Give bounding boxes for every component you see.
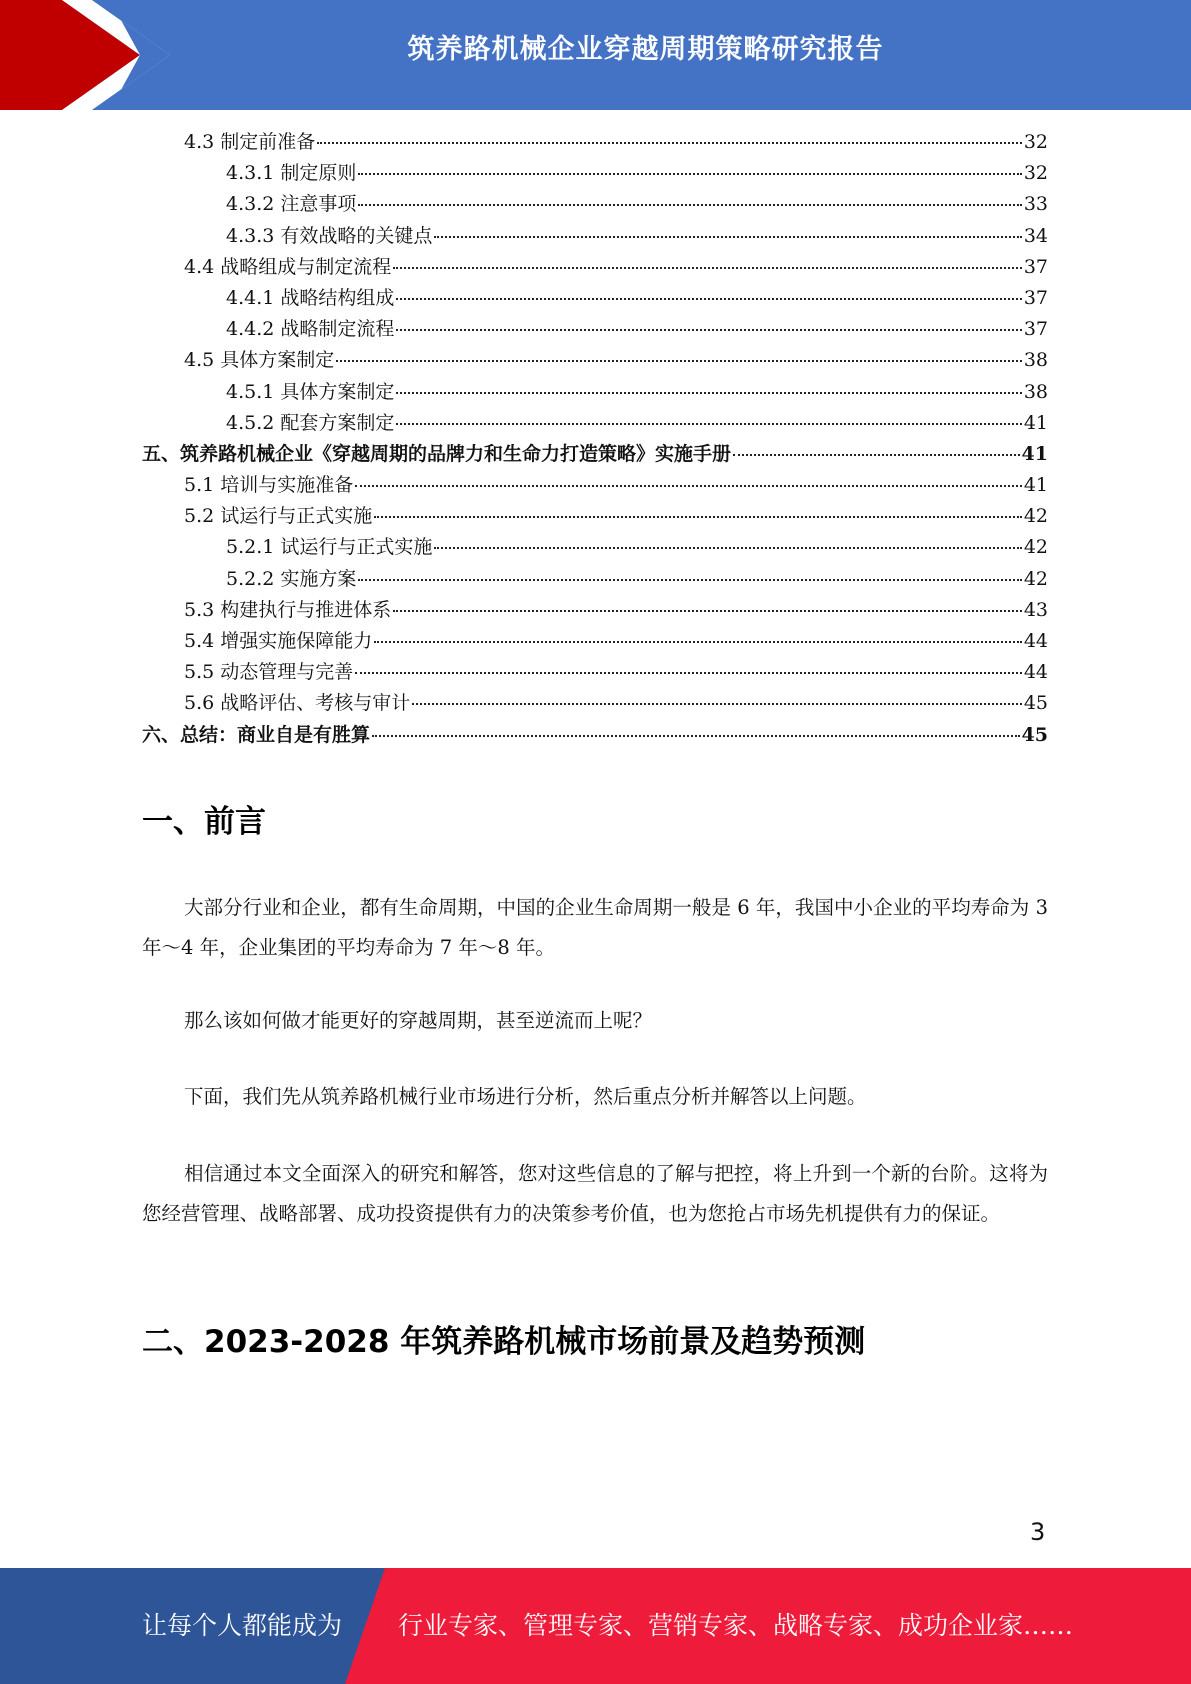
toc-entry-page: 44 [1023, 661, 1048, 684]
toc-entry[interactable] [142, 626, 1048, 657]
toc-entry-label: 4.5.2 配套方案制定 [226, 411, 395, 434]
paragraph: 那么该如何做才能更好的穿越周期，甚至逆流而上呢？ [184, 1009, 653, 1032]
toc-entry-page: 37 [1023, 318, 1048, 341]
toc-dot-leader [358, 173, 1021, 175]
toc-dot-leader [434, 547, 1021, 549]
toc-entry[interactable] [142, 127, 1048, 158]
toc-entry-label: 5.3 构建执行与推进体系 [184, 598, 392, 621]
toc-entry-page: 32 [1023, 131, 1048, 153]
toc-entry[interactable] [142, 189, 1048, 220]
toc-dot-leader [336, 360, 1022, 362]
paragraph: 大部分行业和企业，都有生命周期，中国的企业生命周期一般是 6 年，我国中小企业的平均寿命为 3 年～4 年，企业集团的平均寿命为 7 年～8 年。 [142, 896, 1048, 959]
toc-entry-label: 4.5 具体方案制定 [184, 349, 335, 372]
toc-entry[interactable] [142, 314, 1048, 345]
toc-entry[interactable] [142, 532, 1048, 563]
toc-entry[interactable] [142, 283, 1048, 314]
toc-dot-leader [355, 672, 1022, 674]
toc-entry-label: 5.4 增强实施保障能力 [184, 630, 373, 652]
toc-dot-leader [396, 298, 1021, 300]
toc-entry-page: 43 [1023, 598, 1048, 621]
toc-dot-leader [355, 485, 1022, 487]
toc-entry-page: 44 [1023, 630, 1048, 652]
toc-entry-page: 34 [1023, 224, 1048, 247]
page-header [0, 0, 1191, 110]
toc-dot-leader [393, 610, 1022, 612]
toc-entry-label: 5.2.2 实施方案 [226, 567, 357, 590]
toc-entry-label: 4.4 战略组成与制定流程 [184, 255, 392, 278]
toc-entry-label: 5.5 动态管理与完善 [184, 661, 354, 684]
toc-entry[interactable] [142, 657, 1048, 688]
toc-dot-leader [374, 641, 1022, 643]
section-heading-preface: 一、前言 [142, 804, 266, 840]
toc-entry-page: 42 [1023, 536, 1048, 559]
toc-entry[interactable] [142, 439, 1048, 470]
section-heading-forecast: 二、2023-2028 年筑养路机械市场前景及趋势预测 [142, 1324, 866, 1360]
toc-entry-page: 32 [1023, 162, 1048, 185]
toc-entry[interactable] [142, 377, 1048, 408]
toc-entry-page: 37 [1023, 286, 1048, 309]
toc-entry[interactable] [142, 720, 1048, 751]
toc-entry[interactable] [142, 595, 1048, 626]
toc-dot-leader [374, 516, 1022, 518]
toc-entry-page: 45 [1021, 723, 1048, 746]
toc-entry[interactable] [142, 408, 1048, 439]
page-footer [0, 1568, 1191, 1684]
toc-dot-leader [317, 142, 1022, 144]
paragraph: 下面，我们先从筑养路机械行业市场进行分析，然后重点分析并解答以上问题。 [184, 1085, 867, 1108]
toc-entry-page: 42 [1023, 567, 1048, 590]
toc-dot-leader [358, 204, 1021, 206]
toc-dot-leader [396, 329, 1021, 331]
toc-entry-label: 4.4.1 战略结构组成 [226, 286, 395, 309]
toc-entry-page: 38 [1023, 380, 1048, 403]
toc-dot-leader [434, 236, 1021, 238]
toc-entry-label: 六、总结：商业自是有胜算 [142, 723, 371, 746]
toc-entry-label: 5.2.1 试运行与正式实施 [226, 536, 433, 559]
toc-entry[interactable] [142, 564, 1048, 595]
toc-entry[interactable] [142, 221, 1048, 252]
toc-entry-label: 4.3.2 注意事项 [226, 193, 357, 216]
table-of-contents [142, 127, 1048, 751]
toc-dot-leader [396, 392, 1021, 394]
toc-dot-leader [733, 454, 1020, 456]
toc-entry-page: 41 [1021, 442, 1048, 465]
toc-entry-label: 5.2 试运行与正式实施 [184, 505, 373, 528]
toc-entry-label: 4.3.3 有效战略的关键点 [226, 224, 433, 247]
toc-entry[interactable] [142, 345, 1048, 376]
toc-entry-label: 4.4.2 战略制定流程 [226, 318, 395, 341]
toc-entry-label: 五、筑养路机械企业《穿越周期的品牌力和生命力打造策略》实施手册 [142, 442, 732, 465]
toc-entry-page: 45 [1023, 692, 1048, 715]
toc-entry-page: 41 [1023, 474, 1048, 497]
toc-dot-leader [372, 735, 1020, 737]
toc-entry-label: 4.3.1 制定原则 [226, 162, 357, 185]
toc-entry-page: 33 [1023, 193, 1048, 216]
footer-slogan-left: 让每个人都能成为 [142, 1611, 343, 1640]
toc-dot-leader [396, 423, 1021, 425]
header-title: 筑养路机械企业穿越周期策略研究报告 [407, 34, 884, 65]
toc-entry-label: 4.3 制定前准备 [184, 131, 316, 153]
toc-entry[interactable] [142, 252, 1048, 283]
toc-entry-page: 37 [1023, 255, 1048, 278]
toc-entry[interactable] [142, 158, 1048, 189]
toc-dot-leader [393, 267, 1022, 269]
toc-entry[interactable] [142, 688, 1048, 719]
toc-entry-page: 41 [1023, 411, 1048, 434]
toc-entry-label: 5.6 战略评估、考核与审计 [184, 692, 411, 715]
toc-entry-page: 38 [1023, 349, 1048, 372]
footer-slogan-right: 行业专家、管理专家、营销专家、战略专家、成功企业家…… [398, 1611, 1074, 1640]
toc-entry-label: 4.5.1 具体方案制定 [226, 380, 395, 403]
toc-dot-leader [358, 579, 1021, 581]
toc-entry-label: 5.1 培训与实施准备 [184, 474, 354, 497]
page-number: 3 [1030, 1518, 1046, 1546]
paragraph: 相信通过本文全面深入的研究和解答，您对这些信息的了解与把控，将上升到一个新的台阶。这将为您经营管理、战略部署、成功投资提供有力的决策参考价值，也为您抢占市场先机提供有力的保证。 [142, 1162, 1048, 1225]
toc-entry[interactable] [142, 470, 1048, 501]
toc-entry-page: 42 [1023, 505, 1048, 528]
toc-entry[interactable] [142, 501, 1048, 532]
toc-dot-leader [412, 703, 1022, 705]
